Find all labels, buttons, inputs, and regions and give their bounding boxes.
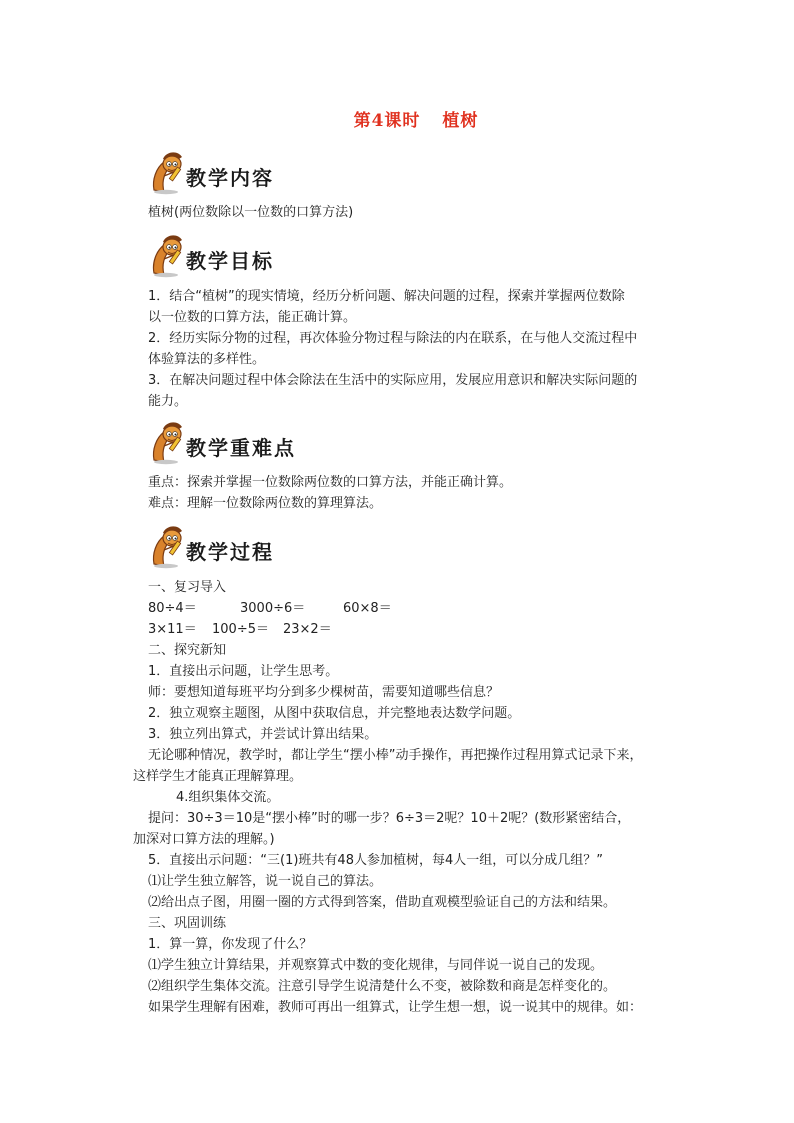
process-line: 师：要想知道每班平均分到多少棵树苗，需要知道哪些信息？ <box>148 685 500 700</box>
keypoint-line: 重点：探索并掌握一位数除两位数的口算方法，并能正确计算。 <box>148 475 513 490</box>
process-line: ⑴学生独立计算结果，并观察算式中数的变化规律，与同伴说一说自己的发现。 <box>148 958 604 973</box>
keypoint-line: 难点：理解一位数除两位数的算理算法。 <box>148 496 383 511</box>
process-line: 1．直接出示问题，让学生思考。 <box>148 664 339 679</box>
section-header-content <box>148 150 348 196</box>
section-title-keypoints: 教学重难点 <box>186 436 296 460</box>
section-header-keypoints <box>148 420 348 466</box>
process-line: 5．直接出示问题：“三(1)班共有48人参加植树，每4人一组，可以分成几组？” <box>148 853 603 868</box>
process-line: ⑵给出点子图，用圈一圈的方式得到答案，借助直观模型验证自己的方法和结果。 <box>148 895 617 910</box>
section-title-process: 教学过程 <box>186 540 274 564</box>
goal-line: 1．结合“植树”的现实情境，经历分析问题、解决问题的过程，探索并掌握两位数除 <box>148 289 625 304</box>
goal-line: 3．在解决问题过程中体会除法在生活中的实际应用，发展应用意识和解决实际问题的 <box>148 373 638 388</box>
process-line: ⑵组织学生集体交流。注意引导学生说清楚什么不变，被除数和商是怎样变化的。 <box>148 979 617 994</box>
process-line: 提问：30÷3＝10是“摆小棒”时的哪一步？6÷3＝2呢？10＋2呢？(数形紧密结合， <box>148 811 631 826</box>
review-expression: 100÷5＝ <box>212 622 269 637</box>
lesson-topic: 植树 <box>442 111 479 131</box>
section-title-goals: 教学目标 <box>186 249 274 273</box>
goal-line: 2．经历实际分物的过程，再次体验分物过程与除法的内在联系，在与他人交流过程中 <box>148 331 638 346</box>
page-title <box>0 106 794 131</box>
process-line: 二、探究新知 <box>148 643 227 658</box>
goal-line: 以一位数的口算方法，能正确计算。 <box>148 310 357 325</box>
cartoon-pencil-mascot-icon <box>148 420 186 466</box>
section-title-content: 教学内容 <box>186 166 274 190</box>
goal-line: 体验算法的多样性。 <box>148 352 266 367</box>
process-line: 3．独立列出算式，并尝试计算出结果。 <box>148 727 378 742</box>
review-expression: 3×11＝ <box>148 622 197 637</box>
cartoon-pencil-mascot-icon <box>148 524 186 570</box>
goal-line: 能力。 <box>148 394 188 409</box>
process-line: 加深对口算方法的理解。) <box>133 832 275 847</box>
process-line: 这样学生才能真正理解算理。 <box>133 769 303 784</box>
lesson-number: 第4课时 <box>353 111 421 131</box>
cartoon-pencil-mascot-icon <box>148 233 186 279</box>
process-line: 2．独立观察主题图，从图中获取信息，并完整地表达数学问题。 <box>148 706 521 721</box>
process-line: ⑴让学生独立解答，说一说自己的算法。 <box>148 874 383 889</box>
review-expression: 60×8＝ <box>343 601 392 616</box>
process-line: 无论哪种情况，教学时，都让学生“摆小棒”动手操作，再把操作过程用算式记录下来， <box>148 748 643 763</box>
section-header-goals <box>148 233 348 279</box>
process-line: 三、巩固训练 <box>148 916 227 931</box>
process-line: 1．算一算，你发现了什么？ <box>148 937 313 952</box>
review-expression: 23×2＝ <box>283 622 332 637</box>
process-line: 如果学生理解有困难，教师可再出一组算式，让学生想一想，说一说其中的规律。如： <box>148 1000 643 1015</box>
cartoon-pencil-mascot-icon <box>148 150 186 196</box>
review-expression: 80÷4＝ <box>148 601 197 616</box>
process-line: 4.组织集体交流。 <box>176 790 280 805</box>
review-expression: 3000÷6＝ <box>240 601 306 616</box>
process-line: 一、复习导入 <box>148 580 227 595</box>
content-text: 植树(两位数除以一位数的口算方法) <box>148 205 354 220</box>
section-header-process <box>148 524 348 570</box>
